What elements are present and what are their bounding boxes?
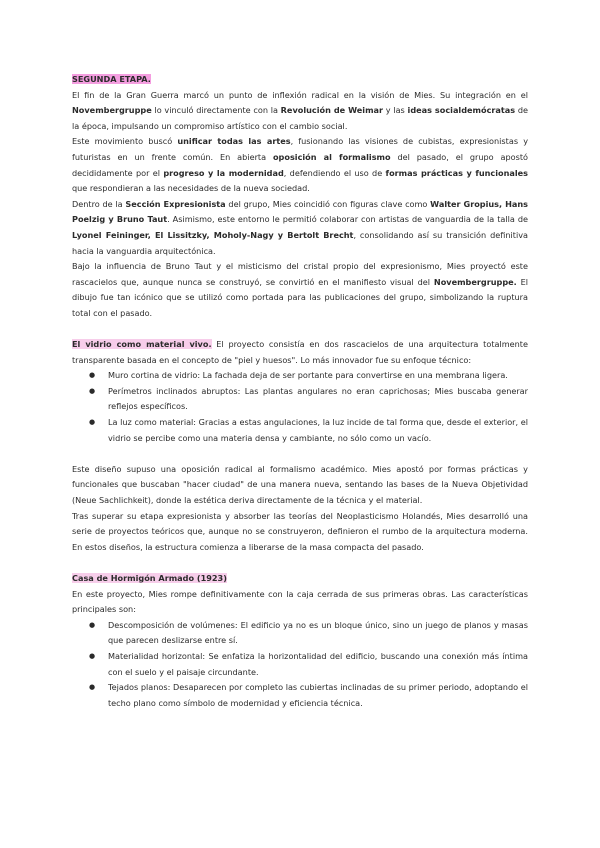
- text-run: Bajo la influencia de Bruno Taut y el misticismo del cristal propio del expresionismo, Mies proyectó este rascacielos que, aunque nunca se construyó, se convirtió en el manifiesto visual del: [72, 261, 528, 287]
- text-run: , defendiendo el uso de: [283, 167, 386, 178]
- list-item: ● Descomposición de volúmenes: El edificio ya no es un bloque único, sino un juego de planos y masas que parecen deslizarse entre sí.: [89, 619, 528, 646]
- bullet-list: [72, 618, 528, 712]
- list-item: ● Perímetros inclinados abruptos: Las plantas angulares no eran caprichosas; Mies buscaba generar reflejos específicos.: [89, 385, 528, 412]
- bold-text: progreso y la modernidad: [163, 167, 284, 178]
- paragraph: Tras superar su etapa expresionista y absorber las teorías del Neoplasticismo Holandés, Mies desarrolló una serie de proyectos teóricos que, aunque no se construyeron, definieron el rumbo de la arquitectura moderna. En estos diseños, la estructura comienza a liberarse de la masa compacta del pasado.: [72, 510, 528, 552]
- text-run: Dentro de la: [72, 198, 126, 209]
- text-run: lo vinculó directamente con la: [151, 105, 281, 116]
- text-run: del grupo, Mies coincidió con figuras clave como: [225, 198, 431, 209]
- bold-text: formas prácticas y funcionales: [385, 167, 529, 178]
- text-run: El dibujo fue tan icónico que se utilizó como portada para las publicaciones del grupo, simbolizando la ruptura total con el pasado.: [72, 276, 528, 318]
- paragraph: En este proyecto, Mies rompe definitivamente con la caja cerrada de sus primeras obras. Las características principales son:: [72, 588, 528, 615]
- bullet-icon: ●: [89, 683, 96, 692]
- bullet-list: [72, 368, 528, 446]
- bullet-icon: ●: [89, 371, 96, 380]
- text-run: , fusionando las visiones de cubistas, expresionistas y futuristas en un frente común. En abierta: [72, 136, 528, 162]
- text-run: del pasado, el grupo apostó decididamente por el: [72, 151, 528, 178]
- paragraph-text: El proyecto consistía en dos rascacielos de una arquitectura totalmente transparente basada en el concepto de "piel y huesos". Lo más innovador fue su enfoque técnico:: [72, 339, 528, 365]
- bullet-icon: ●: [89, 651, 96, 660]
- bullet-icon: ●: [89, 418, 96, 427]
- bold-text: unificar todas las artes: [177, 136, 291, 147]
- bold-text: Novembergruppe.: [433, 276, 517, 287]
- paragraph: Este diseño supuso una oposición radical al formalismo académico. Mies apostó por formas prácticas y funcionales que buscaban "hacer ciudad" de una manera nueva, sentando las bases de la Nueva Objetividad (Neue Sachlichkeit), donde la estética deriva directamente de la técnica y el material.: [72, 463, 528, 506]
- text-run: y las: [383, 105, 408, 116]
- list-item: ● La luz como material: Gracias a estas angulaciones, la luz incide de tal forma que, desde el exterior, el vidrio se percibe como una materia densa y cambiante, no sólo como un vacío.: [89, 417, 528, 443]
- document-page: [72, 72, 528, 711]
- text-run: Este movimiento buscó: [72, 136, 178, 147]
- bold-text: Lyonel Feininger, El Lissitzky, Moholy-Nagy y Bertolt Brecht: [72, 229, 354, 240]
- bullet-icon: ●: [89, 386, 96, 395]
- text-run: , consolidando así su transición definitiva hacia la vanguardia arquitectónica.: [72, 229, 528, 256]
- heading-highlight: El vidrio como material vivo.: [72, 339, 212, 350]
- bold-text: Revolución de Weimar: [280, 105, 384, 116]
- heading-highlight: SEGUNDA ETAPA.: [72, 74, 151, 84]
- paragraph: [72, 197, 528, 259]
- list-item: ● Tejados planos: Desaparecen por completo las cubiertas inclinadas de su primer periodo, adoptando el techo plano como símbolo de modernidad y eficiencia técnica.: [89, 682, 528, 708]
- list-item: ● Materialidad horizontal: Se enfatiza la horizontalidad del edificio, buscando una conexión más íntima con el suelo y el paisaje circundante.: [89, 650, 528, 677]
- bold-text: Sección Expresionista: [125, 198, 226, 209]
- paragraph: [72, 259, 528, 321]
- bold-text: Novembergruppe: [72, 105, 152, 116]
- bold-text: ideas socialdemócratas: [407, 105, 516, 116]
- bold-text: Walter Gropius, Hans Poelzig y Bruno Taut: [72, 198, 529, 225]
- heading-highlight: Casa de Hormigón Armado (1923): [72, 573, 227, 583]
- section-heading-casa-hormigon: [72, 571, 528, 587]
- paragraph: [72, 134, 528, 196]
- bullet-icon: ●: [89, 620, 96, 629]
- paragraph: [72, 88, 528, 135]
- text-run: que respondieran a las necesidades de la nueva sociedad.: [72, 183, 310, 194]
- paragraph-vidrio: [72, 337, 528, 368]
- text-run: . Asimismo, este entorno le permitió colaborar con artistas de vanguardia de la talla de: [167, 214, 528, 225]
- bold-text: oposición al formalismo: [272, 151, 391, 162]
- text-run: El fin de la Gran Guerra marcó un punto de inflexión radical en la visión de Mies. Su integración en el: [72, 89, 528, 100]
- text-run: de la época, impulsando un compromiso artístico con el cambio social.: [72, 105, 528, 131]
- list-item: ● Muro cortina de vidrio: La fachada deja de ser portante para convertirse en una membrana ligera.: [72, 368, 528, 384]
- section-heading-segunda-etapa: [72, 72, 528, 88]
